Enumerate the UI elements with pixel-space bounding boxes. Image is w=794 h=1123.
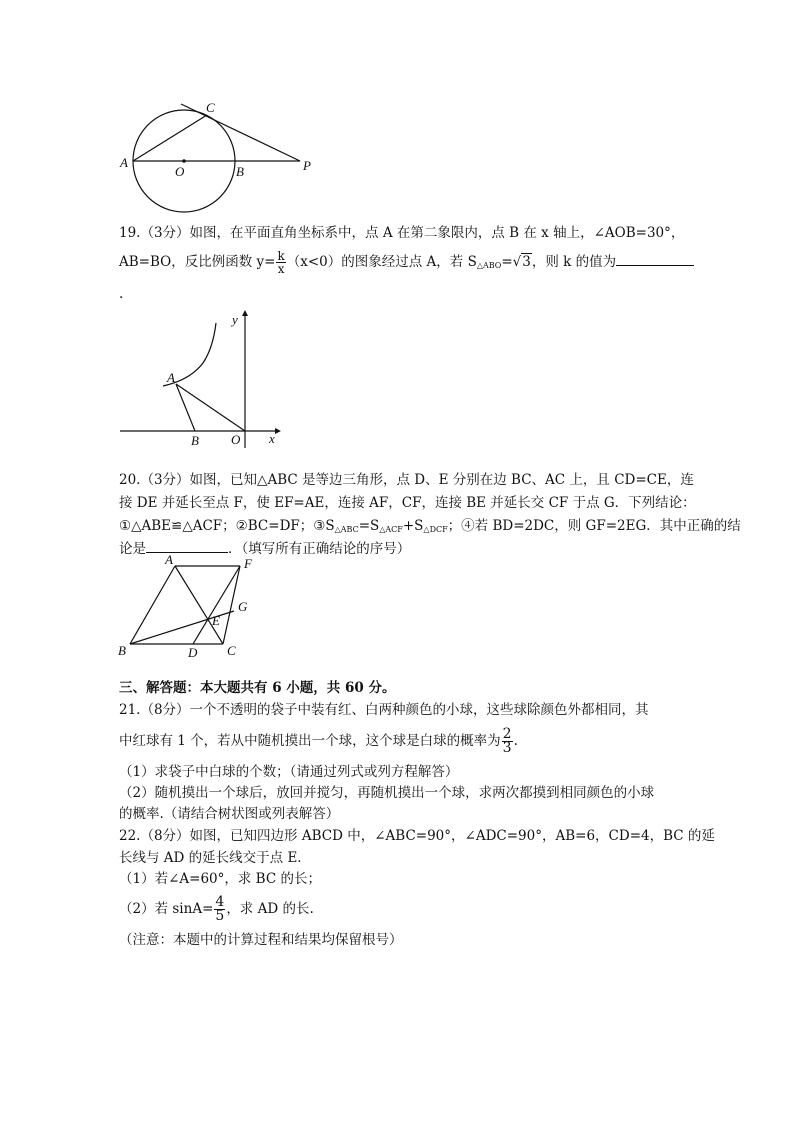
fraction-2-over-3: $\frac{2}{3}$ [502, 726, 512, 756]
label-p: P [303, 158, 311, 173]
section3-heading: 三、解答题：本大题共有 6 小题，共 60 分。 [119, 680, 396, 696]
label-c: C [206, 100, 215, 115]
q21-line1: 21.（8分）一个不透明的袋子中装有红、白两种颜色的小球，这些球除颜色外都相同，其 [119, 702, 649, 718]
center-dot [182, 159, 186, 163]
label-f: F [244, 556, 252, 571]
q22-part1: （1）若∠A=60°，求 BC 的长； [119, 871, 321, 887]
x-axis-arrow [275, 428, 281, 434]
figure-coordinate-hyperbola [115, 308, 285, 450]
label-x: x [269, 431, 275, 446]
q22-note: （注意：本题中的计算过程和结果均保留根号） [119, 932, 403, 948]
q19-line3: . [119, 286, 124, 302]
label-a: A [165, 552, 173, 567]
q21-part2-line2: 的概率.（请结合树状图或列表解答） [119, 806, 340, 822]
label-e: E [212, 613, 220, 628]
q21-part1: （1）求袋子中白球的个数；（请通过列式或列方程解答） [119, 764, 459, 780]
label-b: B [236, 164, 244, 179]
q21-line2: 中红球有 1 个，若从中随机摸出一个球，这个球是白球的概率为 $\frac{2}{3}$ . [119, 726, 518, 756]
answer-blank-20[interactable] [146, 538, 228, 553]
label-b: B [191, 433, 199, 448]
label-g: G [238, 599, 248, 614]
q19-line2: AB=BO，反比例函数 y= $\frac{k}{x}$ （x<0）的图象经过点 A，若 $S_{\triangle ABO}=√3$，则 k 的值为 [119, 250, 694, 276]
answer-blank-19[interactable] [616, 251, 694, 266]
label-b: B [118, 643, 126, 658]
fraction-4-over-5: $\frac{4}{5}$ [215, 894, 225, 924]
figure-circle-tangent [115, 98, 325, 218]
label-a: A [167, 370, 175, 385]
y-axis-arrow [242, 310, 248, 316]
q21-part2-line1: （2）随机摸出一个球后，放回并搅匀，再随机摸出一个球，求两次都摸到相同颜色的小球 [119, 785, 655, 801]
fraction-k-over-x: $\frac{k}{x}$ [277, 249, 285, 276]
q22-part2: （2）若 sinA= $\frac{4}{5}$ ，求 AD 的长. [119, 894, 314, 924]
q20-line3: ①△ABE≌△ACF；②BC=DF；$③S_{\triangle ABC}=S_{\triangle ACF}+S_{\triangle DCF}$；④若 BD=2DC，则 GF=2EG．其中正确的结 [119, 518, 741, 534]
q20-line2: 接 DE 并延长至点 F，使 EF=AE，连接 AF，CF，连接 BE 并延长交 CF 于点 G．下列结论： [119, 495, 696, 511]
q19-line1: 19.（3分）如图，在平面直角坐标系中，点 A 在第二象限内，点 B 在 x 轴上，∠AOB=30°， [119, 225, 685, 241]
q20-line1: 20.（3分）如图，已知△ABC 是等边三角形，点 D、E 分别在边 BC、AC 上，且 CD=CE，连 [119, 472, 694, 488]
tangent-line [181, 104, 300, 161]
segment-ao [176, 384, 245, 431]
label-y: y [232, 312, 238, 327]
label-a: A [120, 155, 128, 170]
sqrt-3: √3 [512, 254, 531, 270]
figure-equilateral-triangle [115, 552, 260, 660]
chord-ac [133, 115, 207, 161]
label-o: O [231, 432, 241, 447]
label-c: C [227, 643, 236, 658]
q22-line2: 长线与 AD 的延长线交于点 E． [119, 850, 311, 866]
q20-line4: 论是 ．（填写所有正确结论的序号） [119, 538, 410, 559]
q22-line1: 22.（8分）如图，已知四边形 ABCD 中，∠ABC=90°，∠ADC=90°，AB=6，CD=4，BC 的延 [119, 828, 715, 844]
label-d: D [188, 645, 198, 660]
label-o: O [175, 164, 185, 179]
